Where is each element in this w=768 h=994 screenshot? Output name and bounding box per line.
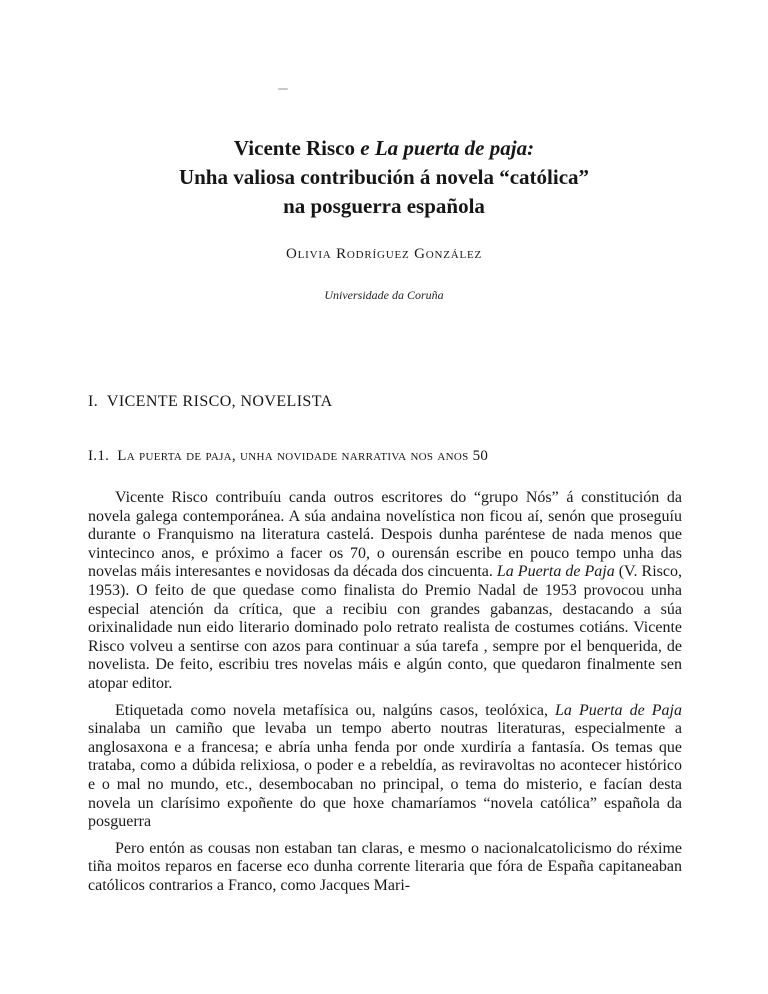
article-affiliation: Universidade da Coruña <box>324 288 444 302</box>
subsection-heading: I.1. La puerta de paja, unha novidade narrativa nos anos 50 <box>88 448 489 464</box>
article-title <box>40 134 728 221</box>
article-body <box>88 489 682 903</box>
title-line-3: na posguerra española <box>283 194 485 219</box>
paragraph-3: Pero entón as cousas non estaban tan claras, e mesmo o nacionalcatolicismo do réxime tiña moitos reparos en facerse eco dunha corrente literaria que fóra de España capitaneaban católicos contrarios a Franco, como Jacques Mari- <box>88 839 682 894</box>
paragraph-1: Vicente Risco contribuíu canda outros escritores do “grupo Nós” á constitución da novela galega contemporánea. A súa andaina novelística non ficou aí, senón que proseguíu durante o Franquismo na literatura castelá. Despois dunha paréntese de nada menos que vintecinco anos, e próximo a facer os 70, o ourensán escribe en pouco tempo unha das novelas máis interesantes e novidosas da década dos cincuenta. La Puerta de Paja (V. Risco, 1953). O feito de que quedase como finalista do Premio Nadal de 1953 provocou unha especial atención da crítica, que a recibiu con grandes gabanzas, destacando a súa orixinalidade nun eido literario dominado polo retrato realista de costumes cotiáns. Vicente Risco volveu a sentirse con azos para continuar a súa tarefa , sempre por el benquerida, de novelista. De feito, escribiu tres novelas máis e algún conto, que quedaron finalmente sen atopar editor. <box>88 489 682 692</box>
scan-artifact <box>278 88 288 90</box>
article-author: Olivia Rodríguez González <box>285 246 483 262</box>
section-heading: I. VICENTE RISCO, NOVELISTA <box>88 393 333 410</box>
title-line-1: Vicente Risco e La puerta de paja: <box>233 136 535 161</box>
title-line-2: Unha valiosa contribución á novela “católica” <box>178 165 590 190</box>
paragraph-2: Etiquetada como novela metafísica ou, nalgúns casos, teolóxica, La Puerta de Paja sinalaba un camiño que levaba un tempo aberto noutras literaturas, especialmente a anglosaxona e a francesa; e abría unha fenda por onde xurdiría a fantasía. Os temas que trataba, como a dúbida relixiosa, o poder e a rebeldía, as reviravoltas no acontecer histórico e o mal no mundo, etc., desembocaban no principal, o tema do misterio, e facían desta novela un clarísimo expoñente do que hoxe chamaríamos “novela católica” española da posguerra <box>88 701 683 831</box>
